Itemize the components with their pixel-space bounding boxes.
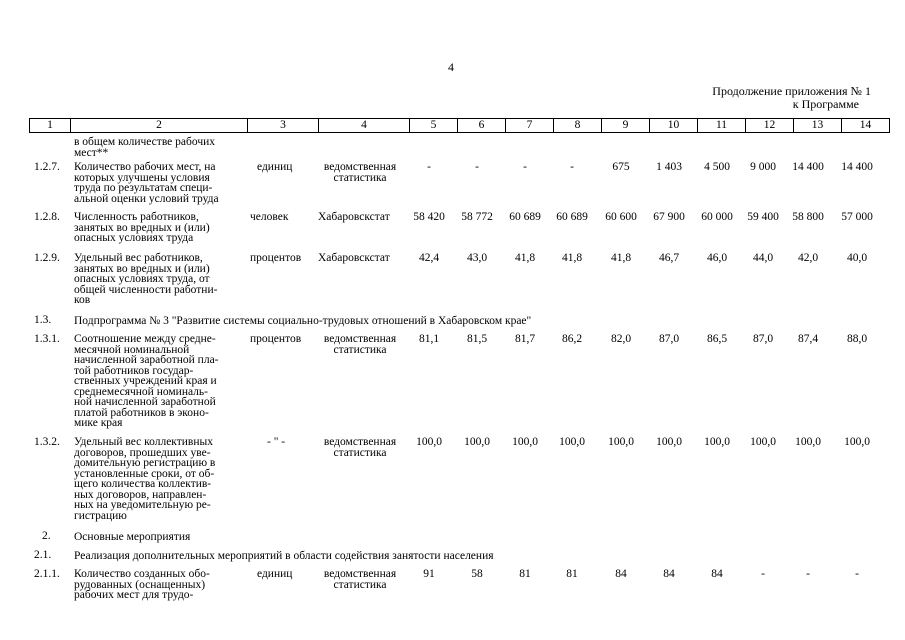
value-cell: 86,5 xyxy=(706,333,728,345)
indicator-name xyxy=(74,212,210,244)
value-cell: 100,0 xyxy=(656,436,682,448)
header-col-12: 12 xyxy=(746,119,794,133)
data-source-line: ведомственная xyxy=(323,436,397,448)
row-id: 1.2.8. xyxy=(34,211,60,223)
data-source-line: статистика xyxy=(333,578,387,591)
value-cell: 87,0 xyxy=(658,333,680,345)
fragment-line: мест** xyxy=(74,146,109,159)
data-source-line: ведомственная xyxy=(323,333,397,345)
header-col-11: 11 xyxy=(698,119,746,133)
value-cell: 100,0 xyxy=(704,436,730,448)
continuation-note xyxy=(712,85,871,111)
data-source-line: Хабаровскстат xyxy=(318,252,390,264)
value-cell: 81,7 xyxy=(514,333,536,345)
unit-of-measure: единиц xyxy=(257,568,293,580)
indicator-name-line: занятых во вредных и (или) xyxy=(74,221,210,234)
value-cell: 100,0 xyxy=(750,436,776,448)
indicator-name-line: труда по результатам специ- xyxy=(74,182,213,194)
value-cell: 88,0 xyxy=(846,333,868,345)
indicator-name-line: Удельный вес коллективных xyxy=(74,436,213,448)
indicator-name-line: общей численности работни- xyxy=(74,283,218,296)
value-cell: - xyxy=(570,161,574,173)
data-source xyxy=(318,334,402,355)
value-cell: 81 xyxy=(519,568,531,580)
value-cell: 43,0 xyxy=(466,252,488,264)
header-col-13: 13 xyxy=(794,119,842,133)
row-id: 2.1. xyxy=(34,549,52,561)
value-cell: 41,8 xyxy=(561,252,583,264)
value-cell: 41,8 xyxy=(514,252,536,264)
indicator-name xyxy=(74,334,219,429)
row-id: 1.3.1. xyxy=(34,333,60,345)
indicator-name-line: той работников государ- xyxy=(74,364,194,377)
header-col-1: 1 xyxy=(30,119,71,133)
indicator-name-line: опасных условиях труда, от xyxy=(74,273,210,285)
value-cell: 42,0 xyxy=(797,252,819,264)
value-cell: - xyxy=(806,568,810,580)
unit-of-measure: единиц xyxy=(257,161,293,173)
indicator-name xyxy=(74,569,210,601)
data-source xyxy=(318,253,402,264)
indicator-name-line: альной оценки условий труда xyxy=(74,192,219,205)
row-id: 1.2.9. xyxy=(34,252,60,264)
prev-row-fragment xyxy=(74,137,215,158)
section-title: Реализация дополнительных мероприятий в области содействия занятости населения xyxy=(74,550,494,562)
value-cell: 40,0 xyxy=(846,252,868,264)
value-cell: - xyxy=(427,161,431,173)
value-cell: 44,0 xyxy=(752,252,774,264)
header-col-6: 6 xyxy=(458,119,506,133)
value-cell: 1 403 xyxy=(656,161,682,173)
value-cell: 58 xyxy=(471,568,483,580)
value-cell: 675 xyxy=(612,161,630,173)
indicator-name-line: Количество созданных обо- xyxy=(74,568,210,580)
data-source xyxy=(318,569,402,590)
value-cell: - xyxy=(475,161,479,173)
value-cell: 100,0 xyxy=(416,436,442,448)
indicator-name-line: мике края xyxy=(74,417,123,429)
row-id: 2.1.1. xyxy=(34,568,60,580)
data-source xyxy=(318,437,402,458)
indicator-name-line: договоров, прошедших уве- xyxy=(74,446,211,459)
data-source-line: статистика xyxy=(333,446,387,459)
indicator-name-line: ной начисленной заработной xyxy=(74,396,216,408)
column-number-header xyxy=(29,118,890,133)
unit-of-measure: процентов xyxy=(250,252,302,264)
indicator-name xyxy=(74,253,217,306)
row-id: 1.3. xyxy=(34,314,52,326)
row-id: 1.2.7. xyxy=(34,161,60,173)
value-cell: - xyxy=(523,161,527,173)
value-cell: 60 689 xyxy=(509,211,541,223)
value-cell: 67 900 xyxy=(653,211,685,223)
value-cell: 57 000 xyxy=(841,211,873,223)
indicator-name-line: которых улучшены условия xyxy=(74,171,210,184)
value-cell: 84 xyxy=(711,568,723,580)
value-cell: - xyxy=(761,568,765,580)
indicator-name-line: начисленной заработной пла- xyxy=(74,354,219,366)
header-col-4: 4 xyxy=(319,119,410,133)
indicator-name xyxy=(74,162,219,204)
indicator-name-line: рабочих мест для трудо- xyxy=(74,589,194,601)
data-source-line: статистика xyxy=(333,343,387,356)
indicator-name-line: Количество рабочих мест, на xyxy=(74,161,216,173)
indicator-name-line: Соотношение между средне- xyxy=(74,333,216,345)
data-source-line: ведомственная xyxy=(323,568,397,580)
value-cell: 60 600 xyxy=(605,211,637,223)
section-title: Основные мероприятия xyxy=(74,531,191,543)
unit-of-measure: человек xyxy=(250,211,289,223)
value-cell: 46,0 xyxy=(706,252,728,264)
value-cell: 60 689 xyxy=(556,211,588,223)
value-cell: 41,8 xyxy=(610,252,632,264)
indicator-name-line: Численность работников, xyxy=(74,211,199,223)
continuation-line-1: Продолжение приложения № 1 xyxy=(712,84,871,98)
section-title: Подпрограмма № 3 "Развитие системы социально-трудовых отношений в Хабаровском крае" xyxy=(74,315,532,327)
indicator-name-line: щего количества коллектив- xyxy=(74,478,212,490)
value-cell: 84 xyxy=(615,568,627,580)
indicator-name-line: гистрацию xyxy=(74,509,127,522)
unit-of-measure: - " - xyxy=(267,436,286,448)
data-source xyxy=(318,162,402,183)
indicator-name xyxy=(74,437,215,521)
value-cell: 59 400 xyxy=(747,211,779,223)
fragment-line: в общем количестве рабочих xyxy=(74,136,216,148)
value-cell: 58 800 xyxy=(792,211,824,223)
value-cell: 58 772 xyxy=(461,211,493,223)
header-col-2: 2 xyxy=(71,119,248,133)
value-cell: 82,0 xyxy=(610,333,632,345)
header-col-9: 9 xyxy=(602,119,650,133)
value-cell: 100,0 xyxy=(559,436,585,448)
value-cell: 91 xyxy=(423,568,435,580)
header-col-8: 8 xyxy=(554,119,602,133)
value-cell: 60 000 xyxy=(701,211,733,223)
value-cell: 4 500 xyxy=(704,161,730,173)
header-col-14: 14 xyxy=(842,119,890,133)
value-cell: 87,4 xyxy=(797,333,819,345)
value-cell: 100,0 xyxy=(795,436,821,448)
value-cell: 81,5 xyxy=(466,333,488,345)
indicator-name-line: Удельный вес работников, xyxy=(74,252,203,264)
row-id: 2. xyxy=(42,530,51,542)
row-id: 1.3.2. xyxy=(34,436,60,448)
value-cell: 87,0 xyxy=(752,333,774,345)
indicator-name-line: домительную регистрацию в xyxy=(74,457,216,469)
value-cell: 58 420 xyxy=(413,211,445,223)
header-col-5: 5 xyxy=(410,119,458,133)
indicator-name-line: ных на уведомительную ре- xyxy=(74,499,211,511)
value-cell: 9 000 xyxy=(750,161,776,173)
value-cell: 81,1 xyxy=(418,333,440,345)
indicator-name-line: ков xyxy=(74,294,91,306)
indicator-name-line: ственных учреждений края и xyxy=(74,375,217,387)
value-cell: 86,2 xyxy=(561,333,583,345)
page-number: 4 xyxy=(448,60,454,74)
continuation-line-2: к Программе xyxy=(792,97,859,111)
value-cell: - xyxy=(855,568,859,580)
unit-of-measure: процентов xyxy=(250,333,302,345)
data-source-line: Хабаровскстат xyxy=(318,211,390,223)
data-source-line: ведомственная xyxy=(323,161,397,173)
value-cell: 46,7 xyxy=(658,252,680,264)
value-cell: 81 xyxy=(566,568,578,580)
data-source xyxy=(318,212,402,223)
value-cell: 42,4 xyxy=(418,252,440,264)
value-cell: 100,0 xyxy=(464,436,490,448)
value-cell: 14 400 xyxy=(792,161,824,173)
indicator-name-line: опасных условиях труда xyxy=(74,232,194,244)
indicator-name-line: занятых во вредных и (или) xyxy=(74,262,210,275)
indicator-name-line: ных договоров, направлен- xyxy=(74,488,207,501)
header-col-7: 7 xyxy=(506,119,554,133)
indicator-name-line: установленные сроки, от об- xyxy=(74,467,215,480)
header-col-10: 10 xyxy=(650,119,698,133)
value-cell: 84 xyxy=(663,568,675,580)
value-cell: 100,0 xyxy=(512,436,538,448)
data-source-line: статистика xyxy=(333,171,387,184)
value-cell: 100,0 xyxy=(608,436,634,448)
indicator-name-line: месячной номинальной xyxy=(74,343,190,356)
value-cell: 100,0 xyxy=(844,436,870,448)
value-cell: 14 400 xyxy=(841,161,873,173)
indicator-name-line: рудованных (оснащенных) xyxy=(74,578,206,591)
indicator-name-line: платой работников в эконо- xyxy=(74,406,209,419)
indicator-name-line: среднемесячной номиналь- xyxy=(74,385,208,398)
header-col-3: 3 xyxy=(248,119,319,133)
